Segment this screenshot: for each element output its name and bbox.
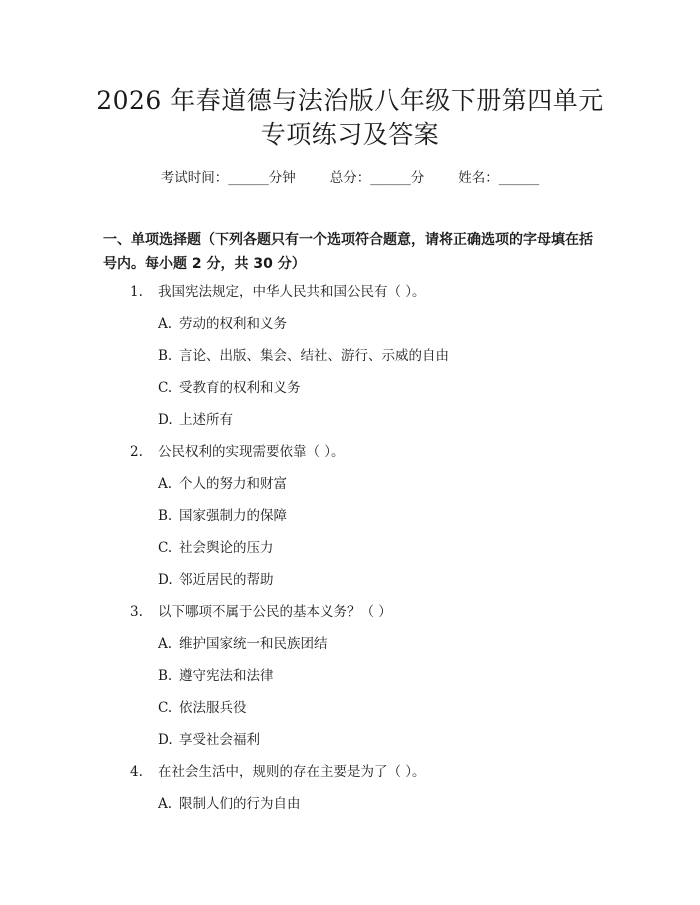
option-text: 言论、出版、集会、结社、游行、示威的自由 xyxy=(179,348,449,364)
time-blank: ______ xyxy=(228,170,269,186)
question-2-option-d xyxy=(158,571,274,589)
option-text: 依法服兵役 xyxy=(179,700,247,716)
question-3-option-d xyxy=(158,731,260,749)
option-letter: C. xyxy=(158,540,173,556)
option-letter: A. xyxy=(158,476,173,492)
question-1-option-b xyxy=(158,347,449,365)
question-1-option-c xyxy=(158,379,301,397)
option-text: 个人的努力和财富 xyxy=(179,476,287,492)
option-text: 上述所有 xyxy=(179,412,233,428)
question-1-option-a xyxy=(158,315,287,333)
score-label: 总分： xyxy=(329,170,371,186)
question-2-option-c xyxy=(158,539,274,557)
option-text: 劳动的权利和义务 xyxy=(179,316,287,332)
option-letter: D. xyxy=(158,412,173,428)
score-unit: 分 xyxy=(410,170,425,186)
question-text: 在社会生活中，规则的存在主要是为了（ ）。 xyxy=(158,764,426,780)
option-letter: D. xyxy=(158,572,173,588)
question-number: 1. xyxy=(130,284,143,300)
question-number: 2. xyxy=(130,444,143,460)
question-3-option-b xyxy=(158,667,274,685)
option-letter: B. xyxy=(158,348,173,364)
question-text: 公民权利的实现需要依靠（ ）。 xyxy=(158,444,345,460)
document-title-line-1: 2026 年春道德与法治版八年级下册第四单元 xyxy=(96,86,604,115)
option-letter: D. xyxy=(158,732,173,748)
option-letter: A. xyxy=(158,796,173,812)
score-blank: ______ xyxy=(370,170,411,186)
question-4 xyxy=(130,763,426,781)
option-letter: A. xyxy=(158,316,173,332)
option-letter: C. xyxy=(158,380,173,396)
question-2-option-a xyxy=(158,475,287,493)
question-3-option-a xyxy=(158,635,328,653)
option-text: 国家强制力的保障 xyxy=(179,508,287,524)
question-text: 以下哪项不属于公民的基本义务？（ ） xyxy=(158,604,392,620)
option-letter: A. xyxy=(158,636,173,652)
exam-info-row xyxy=(0,169,700,187)
option-text: 遵守宪法和法律 xyxy=(179,668,274,684)
time-unit: 分钟 xyxy=(268,170,296,186)
option-text: 限制人们的行为自由 xyxy=(179,796,301,812)
section-heading-single-choice: 一、单项选择题（下列各题只有一个选项符合题意，请将正确选项的字母填在括号内。每小题 2 分，共 30 分） xyxy=(103,232,593,272)
option-text: 受教育的权利和义务 xyxy=(179,380,301,396)
question-2 xyxy=(130,443,345,461)
question-1-option-d xyxy=(158,411,233,429)
option-letter: C. xyxy=(158,700,173,716)
document-title-line-2: 专项练习及答案 xyxy=(260,120,440,149)
name-label: 姓名： xyxy=(458,170,499,186)
option-letter: B. xyxy=(158,508,173,524)
question-number: 4. xyxy=(130,764,143,780)
time-label: 考试时间： xyxy=(160,170,229,186)
question-2-option-b xyxy=(158,507,287,525)
question-4-option-a xyxy=(158,795,301,813)
question-3-option-c xyxy=(158,699,247,717)
option-text: 享受社会福利 xyxy=(179,732,260,748)
option-text: 邻近居民的帮助 xyxy=(179,572,274,588)
question-number: 3. xyxy=(130,604,143,620)
name-blank: ______ xyxy=(498,170,540,186)
option-text: 社会舆论的压力 xyxy=(179,540,274,556)
option-letter: B. xyxy=(158,668,173,684)
question-text: 我国宪法规定，中华人民共和国公民有（ ）。 xyxy=(158,284,426,300)
option-text: 维护国家统一和民族团结 xyxy=(179,636,328,652)
question-1 xyxy=(130,283,426,301)
question-3 xyxy=(130,603,392,621)
